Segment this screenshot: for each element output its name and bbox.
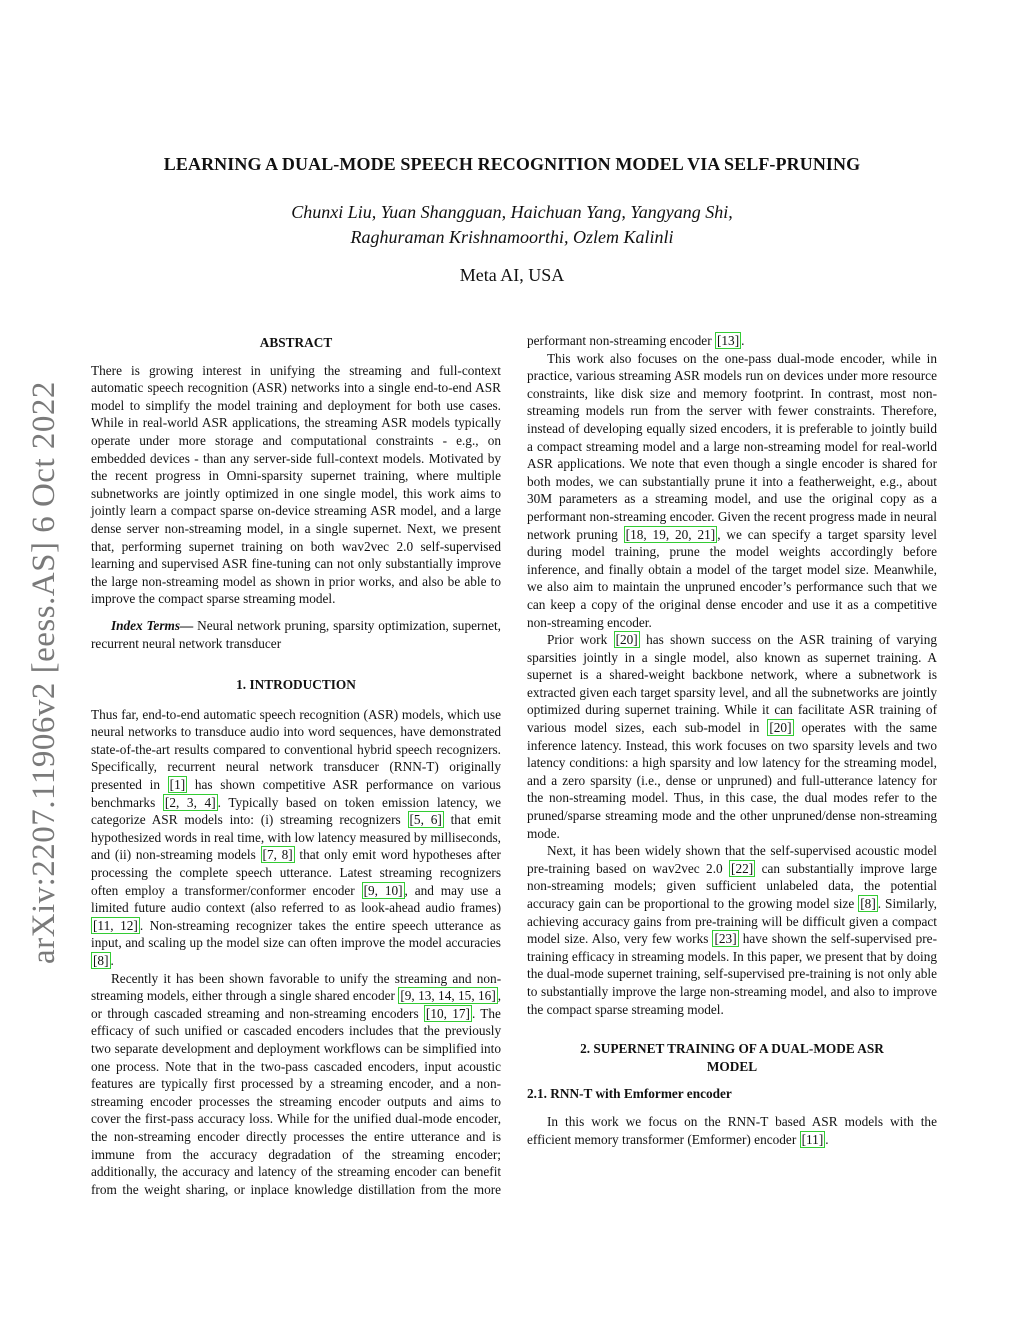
text-run: models, [146,988,189,1004]
text-run: non-streaming [113,1128,191,1144]
text-run: and [234,1164,254,1180]
text-run: is [492,1128,501,1144]
text-run: acoustic [457,1058,502,1074]
text-run: a [270,988,277,1004]
text-run: a [318,1076,325,1092]
left-column [91,332,501,1198]
text-run: can [384,1040,403,1056]
text-run: Next, it has been widely shown that the self-supervised acoustic model pre-training based on wav2vec 2.0 [527,843,937,876]
text-run: utterance [410,1128,460,1144]
text-run: the [256,1093,273,1109]
text-run: degradation [268,1146,332,1162]
text-run: unified [353,1111,392,1127]
text-run: separate [114,1040,159,1056]
text-run: and [234,1040,254,1056]
text-run: processes [293,1128,345,1144]
text-run: through [225,988,267,1004]
text-run: workflows [323,1040,381,1056]
text-run: or [91,1005,103,1021]
text-run: the [333,1111,350,1127]
text-run: first-pass [144,1111,194,1127]
citation-link[interactable]: [9, 13, 14, 15, 16] [400,988,496,1004]
text-run: non-streaming [91,970,502,1004]
intro-paragraph-5 [527,842,937,1018]
text-run: single [279,988,312,1004]
text-run: latency [257,1164,297,1180]
text-run: in [222,1058,233,1074]
text-run: that [398,1023,419,1039]
text-run: encoder, [456,1111,502,1127]
text-run: such [154,1023,180,1039]
text-run: has shown competitive ASR performance on various benchmarks [91,777,501,810]
text-run [367,1129,374,1144]
text-run: operates with the same inference latency. Instead, this work focuses on two sparsity levels and two latency conditions: a high sparsity and low latency for the streaming model, and a zero sparsity (i.e., dense or unpruned) and full-utterance latency for the non-streaming model. Thus, in this case, the dual modes refer to the pruned/sparse streaming mode and the other unpruned/dense non-streaming mode. [527,720,937,841]
text-run [381,1147,392,1162]
text-run: for [313,1111,330,1127]
text-run: been [198,970,224,986]
text-run: . Typically based on token emission latency, we categorize ASR models into: (i) streaming recognizers [91,794,501,828]
text-run: shown [229,970,264,986]
text-run: knowledge [294,1181,353,1197]
text-run: accuracy [197,1111,245,1127]
text-run: streaming [337,1164,390,1180]
text-run: Recently [110,970,159,986]
intro-paragraph-4 [527,631,937,842]
text-run: cascaded [153,1005,202,1021]
text-run: includes [349,1023,394,1039]
text-run: directly [246,1128,287,1144]
text-run: deployment [257,1040,320,1056]
text-run: . [471,1005,476,1021]
text-run: streaming [391,1146,445,1162]
text-run: Note [165,1058,191,1074]
arxiv-identifier [18,356,74,966]
text-run: have shown the self-supervised pre-training efficacy in streaming models. In this paper, we present that by doing the dual-mode supernet training, self-supervised pre-training is not only able to substantially improve the large non-streaming model, and also to improve the compact sparse streaming model. [527,931,938,1017]
text-run: accuracy [209,1146,258,1162]
text-run: two [91,1040,111,1056]
text-run: it [163,970,171,986]
text-run: , and may use a limited future audio context (also referred to as look-ahead audio frames) [91,882,502,916]
text-run: outputs [387,1093,427,1109]
text-run: processed [241,1076,294,1092]
intro-paragraph-2-continued [527,332,937,350]
text-run: or [227,1023,239,1039]
citation-link[interactable]: [7, 8] [262,847,293,863]
section-2-1-paragraph [527,1113,937,1148]
text-run [192,1094,199,1109]
text-run: Prior work [546,632,614,648]
text-run: processes [198,1093,250,1109]
text-run: . [825,1131,829,1147]
text-run: has shown success on the ASR training of varying sparsities jointly in a single model, also known as supernet training. A supernet is a shared-weight backbone network, where a subnetwork is extracted given each target sparsity level, and all the subnetworks are jointly optimized during supernet training. While it can facilitate ASR training of various model sizes, each sub-model in [527,632,937,736]
text-run: to [490,1093,502,1109]
text-run: into [480,1040,502,1056]
text-run: the [182,1146,199,1162]
text-run: immune [91,1146,135,1162]
text-run: either [191,988,223,1004]
citation-link[interactable]: [18, 19, 20, 21] [625,526,716,542]
text-run: , [497,988,502,1004]
text-run: of [300,1164,313,1180]
text-run: . Non-streaming recognizer takes the entire speech utterance as input, and scaling up the model size can often improve the model accuracies [91,917,502,951]
text-run [107,1129,114,1144]
text-run: are [139,1076,156,1092]
text-run: to [324,970,335,986]
affiliation: Meta AI, USA [459,265,565,285]
right-column [527,332,937,1148]
text-run [404,1129,411,1144]
citation-link[interactable]: [11] [801,1131,824,1147]
citation-link[interactable]: [10, 17] [425,1005,470,1021]
text-run [331,1147,342,1162]
text-run: non-streaming [289,1005,367,1021]
text-run: encoder [150,1093,193,1109]
citation-link[interactable]: [2, 3, 4] [164,794,216,810]
text-run: encoders [296,1023,344,1039]
text-run: from [420,1181,447,1197]
text-run: . [741,333,745,348]
text-run: additionally, [91,1164,157,1180]
text-run: can [441,1164,460,1180]
section-2-heading-line-1: 2. SUPERNET TRAINING OF A DUAL-MODE ASR [580,1041,884,1057]
text-run: dual-mode [395,1111,453,1127]
text-run: encoder [394,1164,437,1180]
citation-link[interactable]: [1] [169,777,186,793]
text-run: the [238,1058,256,1074]
abstract-heading: ABSTRACT [259,335,333,350]
section-2-heading [527,1040,937,1075]
text-run: the [351,1128,368,1144]
index-terms-text: Neural network pruning, sparsity optimization, supernet, recurrent neural network transducer [91,617,501,651]
author-line-1: Chunxi Liu, Yuan Shangguan, Haichuan Yang, Yangyang Shi, [291,202,733,222]
citation-link[interactable]: [20] [615,632,638,648]
text-run: from [91,1181,117,1197]
text-run: features [91,1076,134,1092]
citation-link[interactable]: [8] [93,953,109,968]
text-run: the [91,1128,108,1144]
text-run: that only emit word hypotheses after processing the complete speech utterance. Latest streaming recognizers often employ a transformer/conformer encoder [91,847,501,898]
text-run: shared [314,988,350,1004]
text-run: more [473,1181,502,1197]
text-run: The [480,1005,501,1021]
text-run: the [423,1023,440,1039]
text-run: previously [444,1023,502,1039]
index-terms-label: Index Terms— [110,617,194,633]
text-run: encoder; [455,1146,501,1162]
text-run [444,1147,455,1162]
text-run: benefit [464,1164,502,1180]
citation-link[interactable]: [13] [716,333,740,348]
text-run: the [364,1146,381,1162]
text-run: . Similarly, achieving accuracy gains from pre-training will be difficult given a compact model size. Also, very few works [527,896,937,947]
text-run: cascaded [243,1023,292,1039]
text-run: efficacy [91,1023,134,1039]
citation-link[interactable]: [11, 12] [93,917,138,933]
author-line-2: Raghuraman Krishnamoorthi, Ozlem Kalinli [350,227,674,247]
text-run: simplified [422,1040,477,1056]
text-run: unify [340,970,369,986]
citation-link[interactable]: [9, 10] [363,882,403,898]
text-run: This work also focuses on the one-pass dual-mode encoder, while in practice, various streaming ASR models run on devices under more resource constraints, like disk size and memory footprint. In contrast, most non-streaming models run from the server with fewer constraints. Therefore, instead of developing equally sized encoders, it is preferable to jointly build a compact streaming model and a large non-streaming model for real-world ASR applications. We note that even though a single encoder is shared for both modes, we can substantially prune it into a featherweight, e.g., about 30M parameters as a streaming model, and use the original copy as a performant non-streaming encoder. Given the recent progress made in neural network pruning [527,350,937,542]
text-run: performant [527,333,587,348]
text-run: and [452,970,472,986]
text-run: Thus far, end-to-end automatic speech recognition (ASR) models, which use neural networks to transduce audio into word sequences, have demonstrated state-of-the-art results compared to conventional hybrid speech recognizers. Specifically, recurrent neural network transducer (RNN-T) originally presented in [91,706,501,793]
text-run: While [276,1111,310,1127]
text-run: that [196,1058,217,1074]
text-run: streaming [330,1076,383,1092]
intro-paragraph-2 [91,970,501,1199]
text-run: the [452,1181,469,1197]
intro-paragraph-1 [91,706,501,970]
text-run: from [145,1146,172,1162]
text-run: be [406,1040,420,1056]
text-run: sharing, [185,1181,229,1197]
text-run: of [138,1023,150,1039]
text-run: streaming [279,1093,332,1109]
text-run: typically [161,1076,208,1092]
text-run: or [233,1181,245,1197]
text-run: encoder [338,1093,381,1109]
text-run: development [161,1040,231,1056]
text-run: encoder [197,1128,240,1144]
text-run [135,1147,146,1162]
text-run: the [122,1181,139,1197]
text-run: inplace [250,1181,289,1197]
text-run: and [433,1093,453,1109]
text-run: encoders, [367,1058,419,1074]
citation-link[interactable]: [8] [860,896,876,911]
text-run: aims [458,1093,485,1109]
arxiv-identifier-text: arXiv:2207.11906v2 [eess.AS] 6 Oct 2022 [26,381,62,964]
text-run: of [342,1146,354,1162]
text-run [172,1147,183,1162]
text-run: . [110,953,114,968]
citation-link[interactable]: [5, 6] [409,812,442,828]
text-run: by [299,1076,313,1092]
text-run: the [373,970,390,986]
text-run: encoder, [388,1076,434,1092]
text-run: process. [116,1058,160,1074]
text-run: encoder [352,988,395,1004]
text-run: In this work we focus on the RNN-T based ASR models with the efficient memory transformer (Emformer) encoder [527,1113,937,1147]
text-run: the [124,1111,141,1127]
text-run: that emit hypothesized words in real time, with low latency measured by milliseconds, and (ii) non-streaming models [91,812,501,863]
text-run: encoders [371,1005,419,1021]
intro-heading: 1. INTRODUCTION [236,677,356,693]
text-run [452,1094,459,1109]
text-run [257,1147,268,1162]
index-terms [91,617,501,652]
text-run: a [464,1076,471,1092]
text-run [199,1147,210,1162]
text-run: first [213,1076,236,1092]
text-run: two-pass [260,1058,309,1074]
text-run: and [439,1076,459,1092]
paper-title: LEARNING A DUAL-MODE SPEECH RECOGNITION MODEL VIA SELF-PRUNING [163,154,861,174]
text-run: entire [373,1128,405,1144]
text-run: unified [184,1023,223,1039]
text-run: weight [144,1181,181,1197]
citation-link[interactable]: [23] [714,931,737,947]
section-2-heading-line-2: MODEL [706,1058,758,1074]
citation-link[interactable]: [20] [769,720,792,736]
citation-link[interactable]: [22] [731,860,754,876]
text-run: through [107,1005,149,1021]
subsection-2-1-heading: 2.1. RNN-T with Emformer encoder [527,1086,732,1102]
text-run: input [424,1058,452,1074]
text-run: the [161,1164,178,1180]
text-run: , we can specify a target sparsity level during model training, prune the model weights accordingly before inference, and finally obtain a model of the target model size. Meanwhile, we also aim to maintain the unpruned encoder’s performance such that we can keep a copy of the original dense encoder and use it as a competitive non-streaming encoder. [527,526,937,630]
intro-paragraph-3 [527,350,937,632]
text-run: cover [91,1111,121,1127]
text-run: loss. [249,1111,274,1127]
text-run: has [175,970,194,986]
text-run: the [316,1164,333,1180]
text-run: one [91,1058,111,1074]
text-run: and [466,1128,486,1144]
text-run: favorable [269,970,320,986]
text-run: can substantially improve large non-streaming models; given sufficient unlabeled data, the potential accuracy gain can be proportional to the growing model size [527,860,937,911]
text-run: non-streaming [91,1076,502,1109]
text-run: cascaded [314,1058,362,1074]
author-list [90,200,934,250]
text-run [353,1147,364,1162]
text-run: streaming [394,970,448,986]
text-run: and [264,1005,285,1021]
text-run: distillation [358,1181,416,1197]
abstract-text: There is growing interest in unifying the streaming and full-context automatic speech recognition (ASR) networks into a single end-to-end ASR model to simplify the model training and deployment for both use cases. While in real-world ASR applications, the streaming ASR models typically operate under more storage and computational constraints - e.g., on embedded devices - than any server-side full-context models. Motivated by the recent progress in Omni-sparsity supernet training, where multiple subnetworks are jointly optimized in one single model, this work aims to jointly learn a compact sparse on-device streaming ASR model, and a large dense server non-streaming model, in a single supernet. Next, we present that, performing supernet training on both wav2vec 2.0 self-supervised learning and supervised ASR fine-tuning can not only substantially improve the large non-streaming model as shown in prior works, and also be able to improve the compact sparse streaming model. [91,362,501,607]
text-run: encoder [669,333,712,348]
text-run [484,1094,491,1109]
text-run: non-streaming [589,333,667,348]
text-run: streaming [207,1005,260,1021]
text-run: accuracy [182,1164,230,1180]
